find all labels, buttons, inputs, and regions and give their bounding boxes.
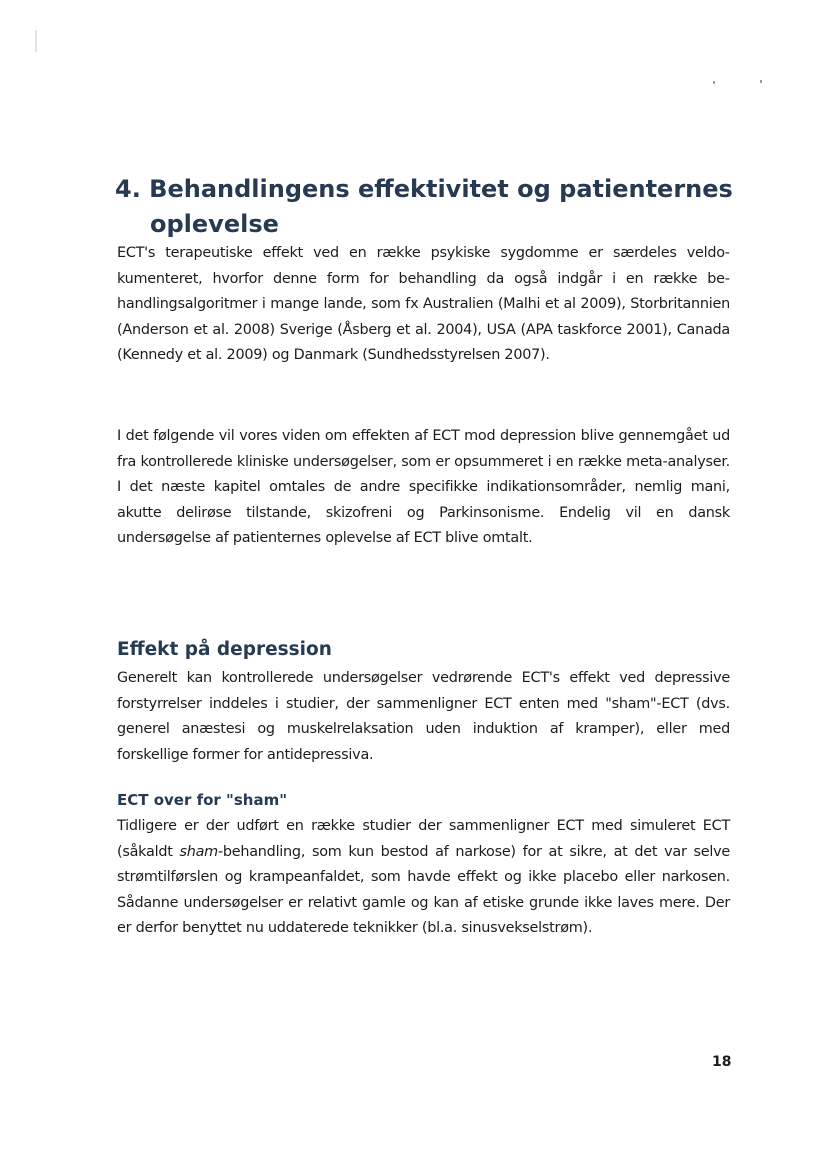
overview-paragraph: I det følgende vil vores viden om effekten af ECT mod depression blive gennemgået ud fra kontrollerede kliniske undersøgelser, som er opsummeret i en række meta-analyser. I det næste kapitel omtales de andre specifikke indikationsområder, nemlig mani, akutte delirøse tilstande, skizofreni og Parkinsonisme. Endelig vil en dansk undersøgelse af patienternes oplevelse af ECT blive omtalt. — [117, 428, 730, 547]
intro-paragraph: ECT's terapeutiske effekt ved en række psykiske sygdomme er særdeles veldokumenteret, hvorfor denne form for behandling da også indgår i en række behandlingsalgoritmer i mange lande, som fx Australien (Malhi et al 2009), Storbritannien (Anderson et al. 2008) Sverige (Åsberg et al. 2004), USA (APA taskforce 2001), Canada (Kennedy et al. 2009) og Danmark (Sundhedsstyrelsen 2007). — [117, 245, 730, 364]
sham-paragraph — [117, 814, 730, 942]
subsection-heading: ECT over for "sham" — [117, 791, 288, 809]
depression-paragraph: Generelt kan kontrollerede undersøgelser vedrørende ECT's effekt ved depressive forstyrrelser inddeles i studier, der sammenligner ECT enten med "sham"-ECT (dvs. generel anæstesi og muskelrelaksation uden induktion af kramper), eller med forskellige former for antidepressiva. — [117, 670, 730, 763]
sham-text-before: Tidligere er der udført en række studier der sammenligner ECT med simuleret ECT (såkaldt — [117, 818, 730, 860]
sham-italic-term: sham — [179, 843, 218, 860]
page-number: 18 — [712, 1054, 732, 1070]
sham-text-after: -behandling, som kun bestod af narkose) for at sikre, at det var selve strømtilførslen og krampeanfaldet, som havde effekt og ikke placebo eller narkosen. Sådanne undersøgelser er relativt gamle og kan af etiske grunde ikke laves mere. Der er derfor benyttet nu uddaterede teknikker (bl.a. sinusvekselstrøm). — [117, 843, 730, 937]
section-heading: Effekt på depression — [117, 639, 332, 660]
chapter-title: 4. Behandlingens effektivitet og patienternes oplevelse — [115, 175, 733, 238]
scan-artifact — [760, 80, 762, 83]
scan-artifact — [713, 81, 715, 84]
scan-artifact — [35, 30, 37, 52]
